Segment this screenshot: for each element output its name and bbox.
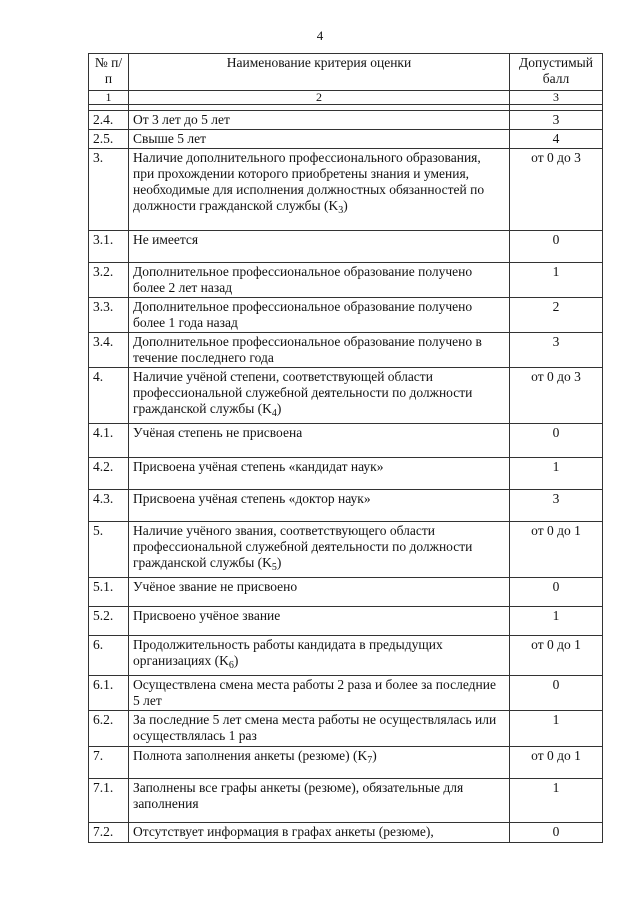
table-row xyxy=(89,333,603,368)
row-number: 6.2. xyxy=(89,711,129,747)
row-criterion xyxy=(129,747,510,779)
table-row xyxy=(89,263,603,298)
row-score: 1 xyxy=(510,458,603,490)
column-index-3: 3 xyxy=(510,91,603,105)
row-number: 5. xyxy=(89,522,129,578)
row-criterion xyxy=(129,298,510,333)
row-score: 0 xyxy=(510,578,603,607)
row-criterion xyxy=(129,607,510,636)
row-criterion xyxy=(129,522,510,578)
criterion-subscript: 3 xyxy=(338,205,344,216)
table-row xyxy=(89,676,603,711)
criterion-text: Заполнены все графы анкеты (резюме), обязательные для заполнения xyxy=(133,780,464,811)
row-score: от 0 до 1 xyxy=(510,522,603,578)
table-row xyxy=(89,636,603,676)
row-score: 1 xyxy=(510,607,603,636)
row-score: 2 xyxy=(510,298,603,333)
table-row xyxy=(89,368,603,424)
row-number: 3.3. xyxy=(89,298,129,333)
table-body xyxy=(89,111,603,843)
row-score: 3 xyxy=(510,333,603,368)
table-row xyxy=(89,578,603,607)
criterion-text: Присвоено учёное звание xyxy=(133,608,281,623)
criterion-text: Дополнительное профессиональное образование получено в течение последнего года xyxy=(133,334,482,365)
criterion-text: Продолжительность работы кандидата в предыдущих организациях (K xyxy=(133,637,443,668)
row-number: 4.2. xyxy=(89,458,129,490)
criterion-text: Присвоена учёная степень «доктор наук» xyxy=(133,491,371,506)
row-number: 2.5. xyxy=(89,130,129,149)
criterion-text: Учёная степень не присвоена xyxy=(133,425,303,440)
row-number: 6. xyxy=(89,636,129,676)
table-row xyxy=(89,747,603,779)
criterion-tail: ) xyxy=(343,198,348,213)
row-score: 0 xyxy=(510,823,603,843)
row-number: 3. xyxy=(89,149,129,231)
row-score: 0 xyxy=(510,231,603,263)
row-number: 5.2. xyxy=(89,607,129,636)
criterion-text: Отсутствует информация в графах анкеты (резюме), xyxy=(133,824,434,839)
criterion-tail: ) xyxy=(276,401,282,416)
row-score: 0 xyxy=(510,424,603,458)
row-criterion xyxy=(129,368,510,424)
row-score: 3 xyxy=(510,490,603,522)
row-number: 2.4. xyxy=(89,111,129,130)
row-criterion xyxy=(129,333,510,368)
row-score: 1 xyxy=(510,263,603,298)
criterion-text: Свыше 5 лет xyxy=(133,131,206,146)
criterion-text: Полнота заполнения анкеты (резюме) (K xyxy=(133,748,368,763)
row-number: 3.2. xyxy=(89,263,129,298)
row-score: от 0 до 1 xyxy=(510,747,603,779)
table-row xyxy=(89,111,603,130)
criterion-tail: ) xyxy=(276,555,282,570)
row-score: 4 xyxy=(510,130,603,149)
criterion-tail: ) xyxy=(372,748,377,763)
row-criterion xyxy=(129,578,510,607)
column-index-row xyxy=(89,91,603,105)
criterion-subscript: 4 xyxy=(271,408,277,419)
column-index-1: 1 xyxy=(89,91,129,105)
row-criterion xyxy=(129,149,510,231)
criterion-text: Осуществлена смена места работы 2 раза и более за последние 5 лет xyxy=(133,677,496,708)
row-number: 6.1. xyxy=(89,676,129,711)
criterion-tail: ) xyxy=(233,653,239,668)
row-number: 7. xyxy=(89,747,129,779)
table-row xyxy=(89,607,603,636)
row-criterion xyxy=(129,823,510,843)
table-row xyxy=(89,424,603,458)
criterion-text: Дополнительное профессиональное образование получено более 2 лет назад xyxy=(133,264,473,295)
criterion-text: Наличие учёного звания, соответствующего области профессиональной служебной деятельности по должности гражданской службы (K xyxy=(133,523,473,570)
row-number: 5.1. xyxy=(89,578,129,607)
row-criterion xyxy=(129,458,510,490)
criteria-table xyxy=(88,53,603,843)
row-criterion xyxy=(129,231,510,263)
header-number: № п/п xyxy=(89,54,129,91)
row-criterion xyxy=(129,711,510,747)
criterion-text: Учёное звание не присвоено xyxy=(133,579,298,594)
table-row xyxy=(89,298,603,333)
row-number: 4. xyxy=(89,368,129,424)
criterion-subscript: 5 xyxy=(271,562,277,573)
criterion-subscript: 7 xyxy=(367,755,373,766)
row-score: 3 xyxy=(510,111,603,130)
row-score: 1 xyxy=(510,779,603,823)
row-score: от 0 до 3 xyxy=(510,368,603,424)
criterion-subscript: 6 xyxy=(228,660,234,671)
row-criterion xyxy=(129,636,510,676)
row-criterion xyxy=(129,676,510,711)
table-row xyxy=(89,231,603,263)
table-row xyxy=(89,522,603,578)
row-number: 7.2. xyxy=(89,823,129,843)
table-row xyxy=(89,823,603,843)
criterion-text: Дополнительное профессиональное образование получено более 1 года назад xyxy=(133,299,473,330)
table-row xyxy=(89,149,603,231)
table-header-row xyxy=(89,54,603,91)
criterion-text: Присвоена учёная степень «кандидат наук» xyxy=(133,459,384,474)
row-criterion xyxy=(129,424,510,458)
table-row xyxy=(89,490,603,522)
row-number: 4.1. xyxy=(89,424,129,458)
criterion-text: За последние 5 лет смена места работы не осуществлялась или осуществлялась 1 раз xyxy=(133,712,497,743)
row-criterion xyxy=(129,130,510,149)
table-row xyxy=(89,711,603,747)
table-row xyxy=(89,458,603,490)
criterion-text: Не имеется xyxy=(133,232,199,247)
header-allowed-score: Допустимый балл xyxy=(510,54,603,91)
row-criterion xyxy=(129,779,510,823)
row-number: 3.1. xyxy=(89,231,129,263)
row-score: от 0 до 3 xyxy=(510,149,603,231)
header-criterion-name: Наименование критерия оценки xyxy=(129,54,510,91)
row-score: 0 xyxy=(510,676,603,711)
row-score: от 0 до 1 xyxy=(510,636,603,676)
table-row xyxy=(89,779,603,823)
row-number: 3.4. xyxy=(89,333,129,368)
criterion-text: Наличие дополнительного профессионального образования, при прохождении которого приобретены знания и умения, необходимые для исполнения должностных обязанностей по должности гражданской службы (K xyxy=(133,150,485,213)
criterion-text: От 3 лет до 5 лет xyxy=(133,112,230,127)
column-index-2: 2 xyxy=(129,91,510,105)
row-score: 1 xyxy=(510,711,603,747)
criterion-text: Наличие учёной степени, соответствующей области профессиональной служебной деятельности по должности гражданской службы (K xyxy=(133,369,473,416)
row-criterion xyxy=(129,263,510,298)
row-criterion xyxy=(129,490,510,522)
table-row xyxy=(89,130,603,149)
row-criterion xyxy=(129,111,510,130)
row-number: 4.3. xyxy=(89,490,129,522)
row-number: 7.1. xyxy=(89,779,129,823)
page-number: 4 xyxy=(316,28,324,43)
